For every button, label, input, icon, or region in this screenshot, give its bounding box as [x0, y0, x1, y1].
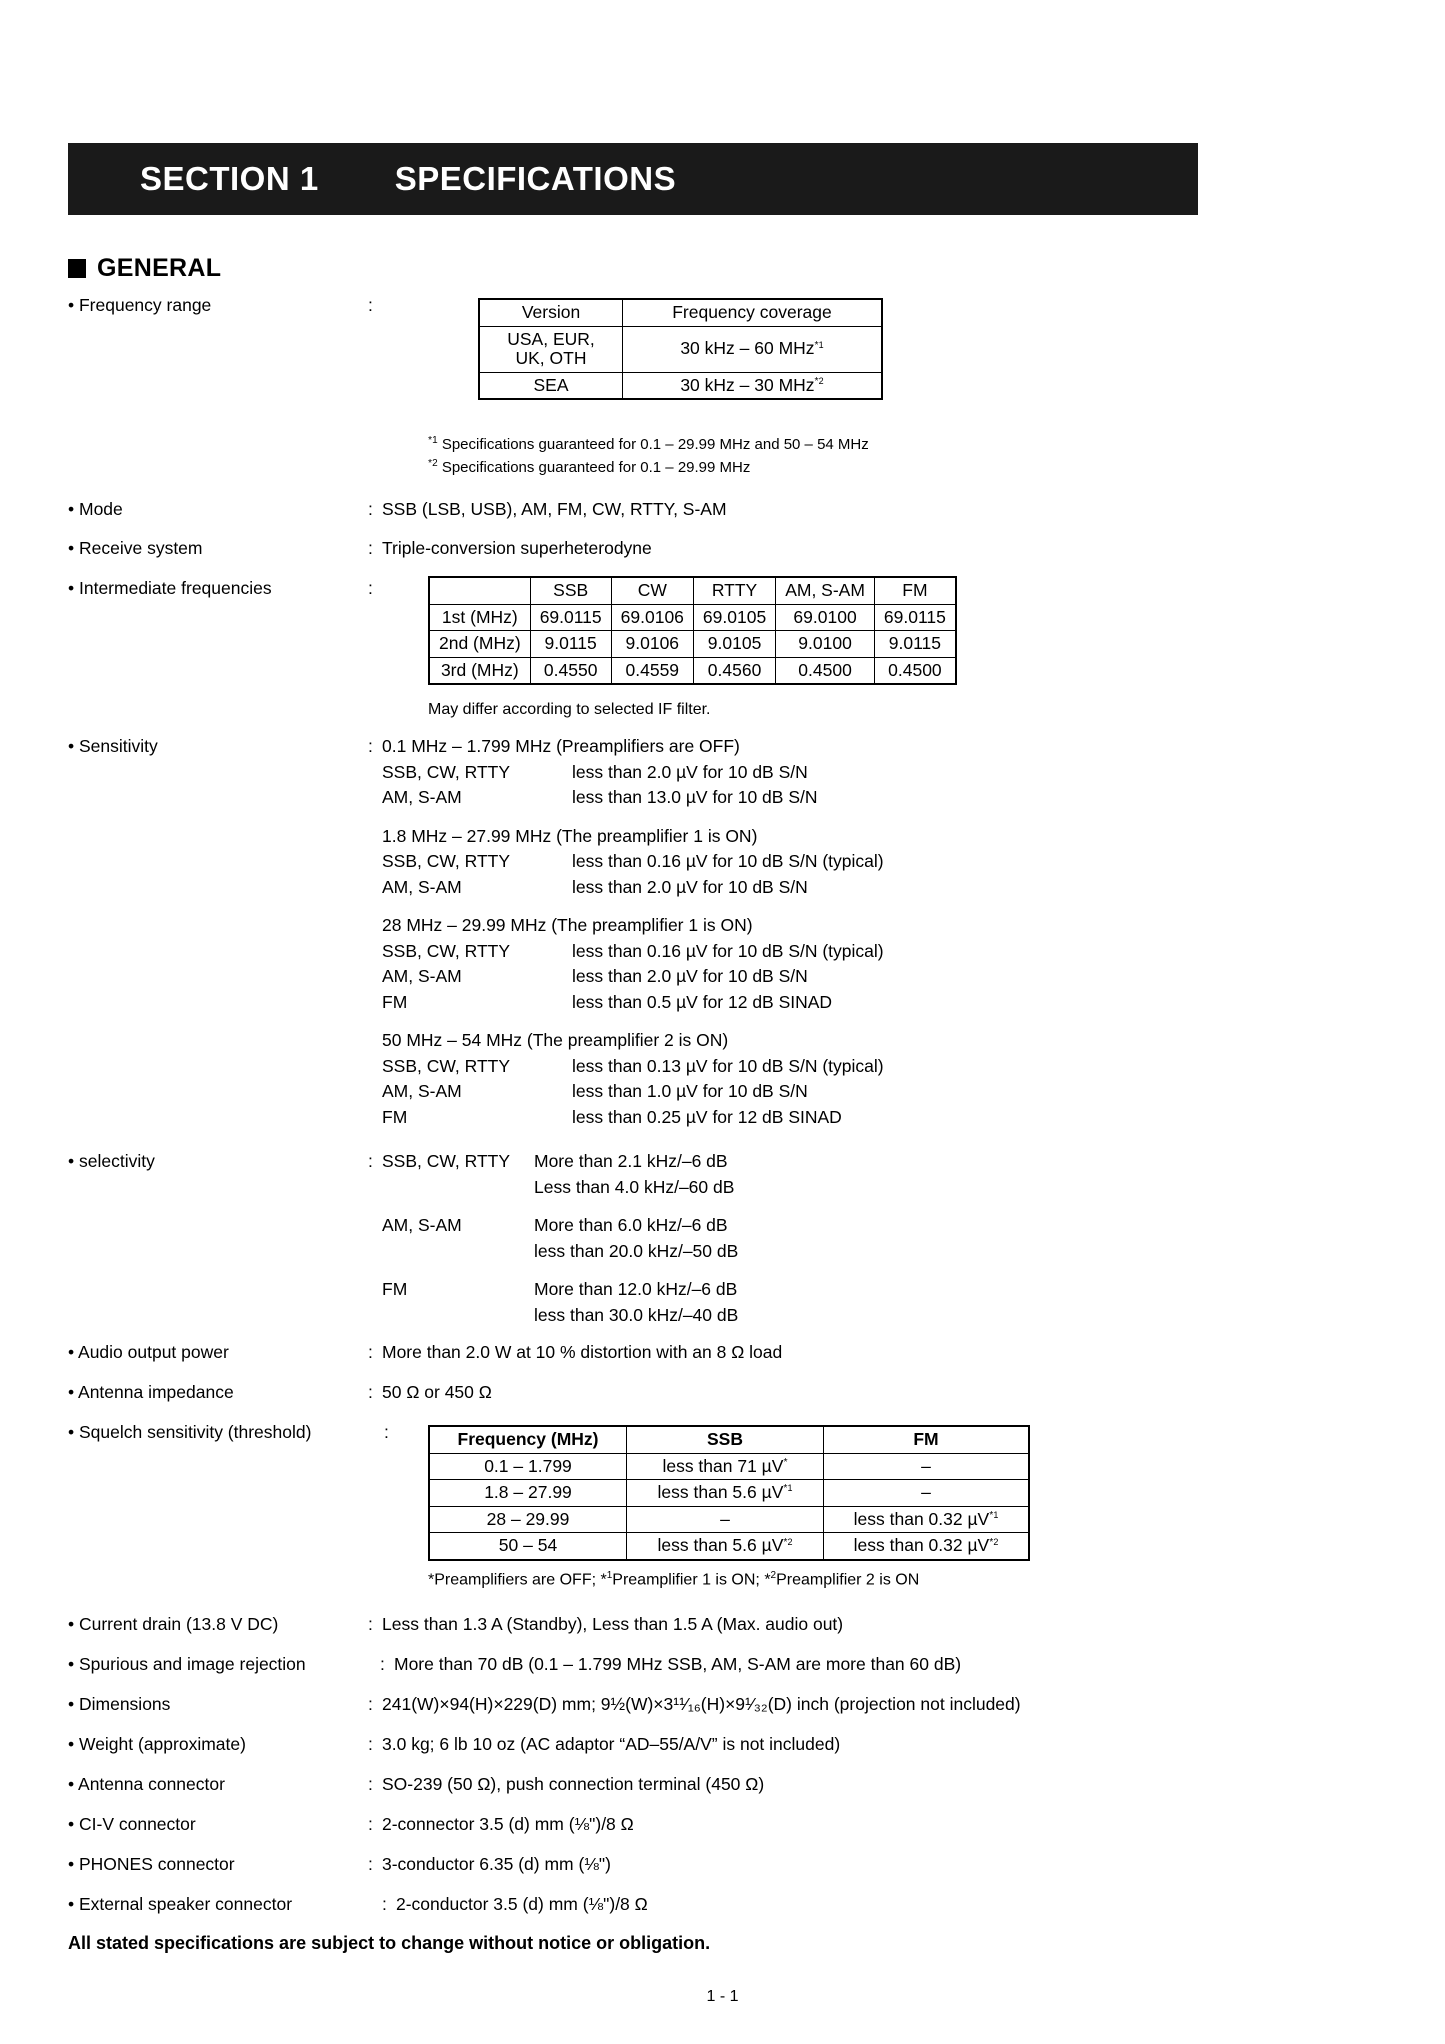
cell-ssb-2: [627, 1480, 824, 1507]
sensitivity-value: less than 0.13 µV for 10 dB S/N (typical): [572, 1055, 884, 1076]
spec-value-spurious-rejection: More than 70 dB (0.1 – 1.799 MHz SSB, AM, S-AM are more than 60 dB): [394, 1654, 962, 1674]
cell-2nd-ssb: 9.0115: [530, 631, 611, 658]
spec-value-phones-connector: 3-conductor 6.35 (d) mm (⅛"): [382, 1854, 611, 1874]
sensitivity-value: less than 0.16 µV for 10 dB S/N (typical): [572, 851, 884, 871]
spec-row-intermediate-frequencies: [68, 580, 382, 598]
spec-value-selectivity: [382, 1153, 738, 1324]
cell-coverage-sea: [623, 372, 883, 399]
sensitivity-heading: 0.1 MHz – 1.799 MHz (Preamplifiers are OFF): [382, 736, 740, 756]
cell-3rd-rtty: 0.4560: [693, 657, 775, 684]
spec-label-squelch-sensitivity: • Squelch sensitivity (threshold): [68, 1422, 312, 1442]
ssb-value: less than 5.6 µV: [657, 1482, 784, 1503]
fm-value: less than 0.32 µV: [853, 1535, 990, 1556]
sensitivity-entry: [382, 968, 884, 986]
cell-1st-ssb: 69.0115: [530, 604, 611, 631]
spec-colon: :: [368, 1854, 373, 1874]
selectivity-mode-spacer: [382, 1307, 534, 1325]
cell-version-sea: SEA: [479, 372, 623, 399]
cell-ssb-3: –: [627, 1506, 824, 1533]
footnote-marker-1: *1: [814, 338, 824, 351]
cell-fm-4: [824, 1533, 1030, 1560]
coverage-text: 30 kHz – 60 MHz: [680, 338, 815, 359]
selectivity-entry: [382, 1304, 739, 1325]
table-row: [479, 326, 882, 372]
th-fm: FM: [824, 1426, 1030, 1453]
spec-colon: :: [368, 1614, 373, 1634]
frequency-range-table: [478, 298, 883, 400]
sensitivity-mode: SSB, CW, RTTY: [382, 851, 511, 871]
spec-row-sensitivity: [68, 738, 884, 1126]
spec-value-current-drain: Less than 1.3 A (Standby), Less than 1.5 A (Max. audio out): [382, 1614, 844, 1634]
sensitivity-mode: SSB, CW, RTTY: [382, 940, 511, 961]
sensitivity-heading: 28 MHz – 29.99 MHz (The preamplifier 1 is ON): [382, 915, 753, 935]
frequency-footnote-2: [428, 456, 750, 478]
squelch-sensitivity-table: [428, 1425, 1030, 1561]
cell-2nd-rtty: 9.0105: [693, 631, 775, 658]
selectivity-entry: [382, 1217, 738, 1235]
sensitivity-value: less than 0.25 µV for 12 dB SINAD: [572, 1106, 842, 1127]
spec-label-current-drain: • Current drain (13.8 V DC): [68, 1614, 279, 1634]
sensitivity-heading: 50 MHz – 54 MHz (The preamplifier 2 is ON): [382, 1030, 729, 1050]
sensitivity-value: less than 2.0 µV for 10 dB S/N: [572, 761, 808, 782]
spec-row-antenna-connector: [68, 1776, 764, 1794]
section-title: SPECIFICATIONS: [394, 160, 677, 197]
th-fm: FM: [874, 577, 955, 604]
selectivity-entry: [382, 1176, 738, 1197]
spec-row-spurious-rejection: [68, 1656, 961, 1674]
selectivity-entry: [382, 1240, 739, 1261]
spec-label-sensitivity: • Sensitivity: [68, 736, 158, 756]
spec-row-weight: [68, 1736, 840, 1754]
sensitivity-value: less than 2.0 µV for 10 dB S/N: [572, 876, 808, 897]
cell-1st-label: 1st (MHz): [429, 604, 530, 631]
spec-row-dimensions: [68, 1696, 1021, 1714]
sensitivity-entry: [382, 991, 884, 1012]
sensitivity-entry: [382, 761, 884, 782]
spec-label-audio-output-power: • Audio output power: [68, 1342, 229, 1362]
spec-colon: :: [368, 736, 373, 756]
table-row: [429, 604, 956, 631]
footnote-text: Specifications guaranteed for 0.1 – 29.99 MHz: [441, 459, 751, 476]
coverage-text: 30 kHz – 30 MHz: [680, 374, 815, 395]
cell-freq-4: 50 – 54: [429, 1533, 627, 1560]
general-heading: [68, 254, 221, 283]
spec-colon: :: [368, 499, 373, 519]
spec-colon: :: [382, 1894, 387, 1914]
spec-row-squelch-sensitivity: [68, 1424, 398, 1442]
spec-label-weight: • Weight (approximate): [68, 1734, 246, 1754]
section-banner: [68, 143, 1198, 215]
spec-colon: :: [368, 1382, 373, 1402]
cell-3rd-amsam: 0.4500: [776, 657, 875, 684]
spec-label-antenna-impedance: • Antenna impedance: [68, 1382, 234, 1402]
cell-2nd-label: 2nd (MHz): [429, 631, 530, 658]
table-row: [429, 631, 956, 658]
cell-ssb-1: [627, 1453, 824, 1480]
table-row: [429, 657, 956, 684]
spec-row-receive-system: [68, 540, 652, 558]
spec-colon: :: [384, 1422, 389, 1442]
sensitivity-value: less than 0.16 µV for 10 dB S/N (typical): [572, 940, 884, 961]
sensitivity-entry: [382, 1055, 884, 1076]
spec-colon: :: [368, 295, 373, 315]
squelch-table-wrap: [428, 1425, 1030, 1561]
th-ssb: SSB: [627, 1426, 824, 1453]
cell-1st-rtty: 69.0105: [693, 604, 775, 631]
sensitivity-mode: FM: [382, 991, 408, 1012]
sensitivity-group-2: [382, 825, 884, 897]
spec-label-external-speaker-connector: • External speaker connector: [68, 1894, 293, 1914]
cell-2nd-fm: 9.0115: [874, 631, 955, 658]
spec-colon: :: [368, 1694, 373, 1714]
selectivity-mode-spacer: [382, 1243, 534, 1261]
general-heading-label: GENERAL: [97, 254, 222, 282]
spec-row-phones-connector: [68, 1856, 611, 1874]
spec-label-antenna-connector: • Antenna connector: [68, 1774, 225, 1794]
spec-row-mode: [68, 501, 727, 519]
selectivity-mode: FM: [382, 1279, 408, 1299]
sensitivity-group-4: [382, 1032, 884, 1126]
selectivity-mode-spacer: [382, 1179, 534, 1197]
cell-fm-1: –: [824, 1453, 1030, 1480]
selectivity-entry: [382, 1153, 738, 1171]
th-frequency-coverage: Frequency coverage: [623, 299, 883, 326]
selectivity-value: less than 30.0 kHz/–40 dB: [534, 1304, 739, 1325]
spec-colon: :: [368, 1734, 373, 1754]
spec-colon: :: [368, 1151, 373, 1171]
th-cw: CW: [611, 577, 693, 604]
spec-label-spurious-rejection: • Spurious and image rejection: [68, 1654, 306, 1674]
cell-coverage-usa: [623, 326, 883, 372]
sensitivity-value: less than 13.0 µV for 10 dB S/N: [572, 787, 818, 807]
section-label: SECTION 1: [140, 160, 319, 197]
cell-3rd-fm: 0.4500: [874, 657, 955, 684]
ssb-value: less than 71 µV: [662, 1455, 784, 1476]
spec-value-receive-system: Triple-conversion superheterodyne: [382, 538, 652, 558]
spec-value-external-speaker-connector: 2-conductor 3.5 (d) mm (⅛")/8 Ω: [396, 1894, 648, 1914]
sensitivity-value: less than 1.0 µV for 10 dB S/N: [572, 1081, 808, 1101]
selectivity-value: More than 12.0 kHz/–6 dB: [534, 1279, 738, 1299]
footnote-marker: *2: [783, 1535, 793, 1548]
table-row: [429, 1533, 1029, 1560]
spec-row-selectivity: [68, 1153, 738, 1324]
spec-label-selectivity: • selectivity: [68, 1151, 155, 1171]
table-row: [429, 1480, 1029, 1507]
footnote-marker: *2: [989, 1535, 999, 1548]
table-header-row: [429, 1426, 1029, 1453]
footnote-marker: *1: [783, 1482, 793, 1495]
selectivity-value: Less than 4.0 kHz/–60 dB: [534, 1176, 735, 1197]
sensitivity-mode: AM, S-AM: [382, 1081, 462, 1101]
footnote-marker: *1: [428, 434, 438, 446]
sensitivity-entry: [382, 853, 884, 871]
square-bullet-icon: [68, 259, 86, 278]
spec-value-dimensions: 241(W)×94(H)×229(D) mm; 9½(W)×3¹¹⁄₁₆(H)×9¹⁄₃₂(D) inch (projection not included): [382, 1694, 1021, 1714]
spec-label-receive-system: • Receive system: [68, 538, 203, 558]
sensitivity-group-3: [382, 917, 884, 1011]
footnote-marker: *: [783, 1455, 788, 1468]
table-row: [429, 1453, 1029, 1480]
spec-label-phones-connector: • PHONES connector: [68, 1854, 235, 1874]
spec-value-antenna-connector: SO-239 (50 Ω), push connection terminal (450 Ω): [382, 1774, 765, 1794]
sensitivity-value: less than 2.0 µV for 10 dB S/N: [572, 966, 808, 986]
intermediate-frequencies-table-wrap: [428, 576, 957, 685]
cell-1st-amsam: 69.0100: [776, 604, 875, 631]
sensitivity-entry: [382, 1106, 884, 1127]
sensitivity-mode: SSB, CW, RTTY: [382, 1055, 511, 1076]
spec-row-external-speaker-connector: [68, 1896, 648, 1914]
spec-value-audio-output-power: More than 2.0 W at 10 % distortion with an 8 Ω load: [382, 1342, 783, 1362]
selectivity-group-3: [382, 1281, 738, 1324]
cell-2nd-cw: 9.0106: [611, 631, 693, 658]
sensitivity-mode: AM, S-AM: [382, 876, 462, 897]
spec-value-mode: SSB (LSB, USB), AM, FM, CW, RTTY, S-AM: [382, 499, 727, 519]
th-blank: [429, 577, 530, 604]
sensitivity-entry: [382, 940, 884, 961]
sensitivity-entry: [382, 1083, 884, 1101]
table-header-row: [429, 577, 956, 604]
cell-ssb-4: [627, 1533, 824, 1560]
specifications-disclaimer: All stated specifications are subject to change without notice or obligation.: [68, 1933, 711, 1953]
spec-row-audio-output-power: [68, 1344, 782, 1362]
spec-value-civ-connector: 2-connector 3.5 (d) mm (⅛")/8 Ω: [382, 1814, 634, 1834]
selectivity-value: less than 20.0 kHz/–50 dB: [534, 1240, 739, 1261]
cell-fm-3: [824, 1506, 1030, 1533]
fm-value: less than 0.32 µV: [853, 1508, 990, 1529]
sensitivity-mode: SSB, CW, RTTY: [382, 761, 511, 782]
th-version: Version: [479, 299, 623, 326]
selectivity-entry: [382, 1281, 738, 1299]
table-row: [429, 1506, 1029, 1533]
th-rtty: RTTY: [693, 577, 775, 604]
th-ssb: SSB: [530, 577, 611, 604]
spec-label-civ-connector: • CI-V connector: [68, 1814, 196, 1834]
cell-3rd-label: 3rd (MHz): [429, 657, 530, 684]
spec-colon: :: [368, 1774, 373, 1794]
frequency-range-table-wrap: [478, 298, 883, 400]
spec-colon: :: [380, 1654, 385, 1674]
spec-colon: :: [368, 578, 373, 598]
intermediate-frequencies-table: [428, 576, 957, 685]
spec-colon: :: [368, 538, 373, 558]
selectivity-value: More than 2.1 kHz/–6 dB: [534, 1151, 728, 1171]
cell-1st-cw: 69.0106: [611, 604, 693, 631]
cell-fm-2: –: [824, 1480, 1030, 1507]
sensitivity-entry: [382, 789, 884, 807]
intermediate-frequencies-note: May differ according to selected IF filter.: [428, 701, 711, 718]
selectivity-mode: AM, S-AM: [382, 1215, 462, 1235]
spec-label-intermediate-frequencies: • Intermediate frequencies: [68, 578, 272, 598]
footnote-marker: *1: [989, 1508, 999, 1521]
selectivity-group-2: [382, 1217, 738, 1260]
spec-colon: :: [368, 1342, 373, 1362]
selectivity-mode: SSB, CW, RTTY: [382, 1151, 511, 1171]
spec-value-weight: 3.0 kg; 6 lb 10 oz (AC adaptor “AD–55/A/V” is not included): [382, 1734, 841, 1754]
spec-label-frequency-range: • Frequency range: [68, 295, 212, 315]
spec-label-dimensions: • Dimensions: [68, 1694, 171, 1714]
th-frequency: Frequency (MHz): [429, 1426, 627, 1453]
selectivity-group-1: [382, 1153, 738, 1196]
sensitivity-heading: 1.8 MHz – 27.99 MHz (The preamplifier 1 is ON): [382, 825, 758, 846]
cell-freq-3: 28 – 29.99: [429, 1506, 627, 1533]
spec-colon: :: [368, 1814, 373, 1834]
spec-row-current-drain: [68, 1616, 843, 1634]
cell-3rd-ssb: 0.4550: [530, 657, 611, 684]
spec-label-mode: • Mode: [68, 499, 123, 519]
cell-freq-1: 0.1 – 1.799: [429, 1453, 627, 1480]
sensitivity-group-1: [382, 738, 884, 807]
footnote-text: Specifications guaranteed for 0.1 – 29.99 MHz and 50 – 54 MHz: [441, 436, 869, 453]
frequency-footnote-1: [428, 433, 869, 455]
sensitivity-mode: AM, S-AM: [382, 787, 462, 807]
footnote-marker-2: *2: [814, 374, 824, 387]
ssb-value: less than 5.6 µV: [657, 1535, 784, 1556]
spec-value-antenna-impedance: 50 Ω or 450 Ω: [382, 1382, 492, 1402]
spec-row-civ-connector: [68, 1816, 634, 1834]
sensitivity-entry: [382, 876, 884, 897]
footnote-marker: *2: [428, 457, 438, 469]
table-row: [479, 372, 882, 399]
selectivity-value: More than 6.0 kHz/–6 dB: [534, 1215, 728, 1235]
cell-2nd-amsam: 9.0100: [776, 631, 875, 658]
sensitivity-value: less than 0.5 µV for 12 dB SINAD: [572, 991, 833, 1012]
th-am-sam: AM, S-AM: [776, 577, 875, 604]
cell-freq-2: 1.8 – 27.99: [429, 1480, 627, 1507]
page-number: 1 - 1: [706, 1988, 739, 2005]
spec-value-sensitivity: [382, 738, 884, 1126]
sensitivity-mode: AM, S-AM: [382, 966, 462, 986]
squelch-footnote: *Preamplifiers are OFF; *$^1$Preamplifier 1 is ON; *$^2$Preamplifier 2 is ON: [428, 1570, 920, 1589]
sensitivity-mode: FM: [382, 1106, 408, 1127]
cell-3rd-cw: 0.4559: [611, 657, 693, 684]
table-header-row: [479, 299, 882, 326]
spec-row-frequency-range: [68, 297, 382, 315]
cell-version-usa: USA, EUR, UK, OTH: [479, 326, 623, 372]
cell-1st-fm: 69.0115: [874, 604, 955, 631]
spec-row-antenna-impedance: [68, 1384, 492, 1402]
